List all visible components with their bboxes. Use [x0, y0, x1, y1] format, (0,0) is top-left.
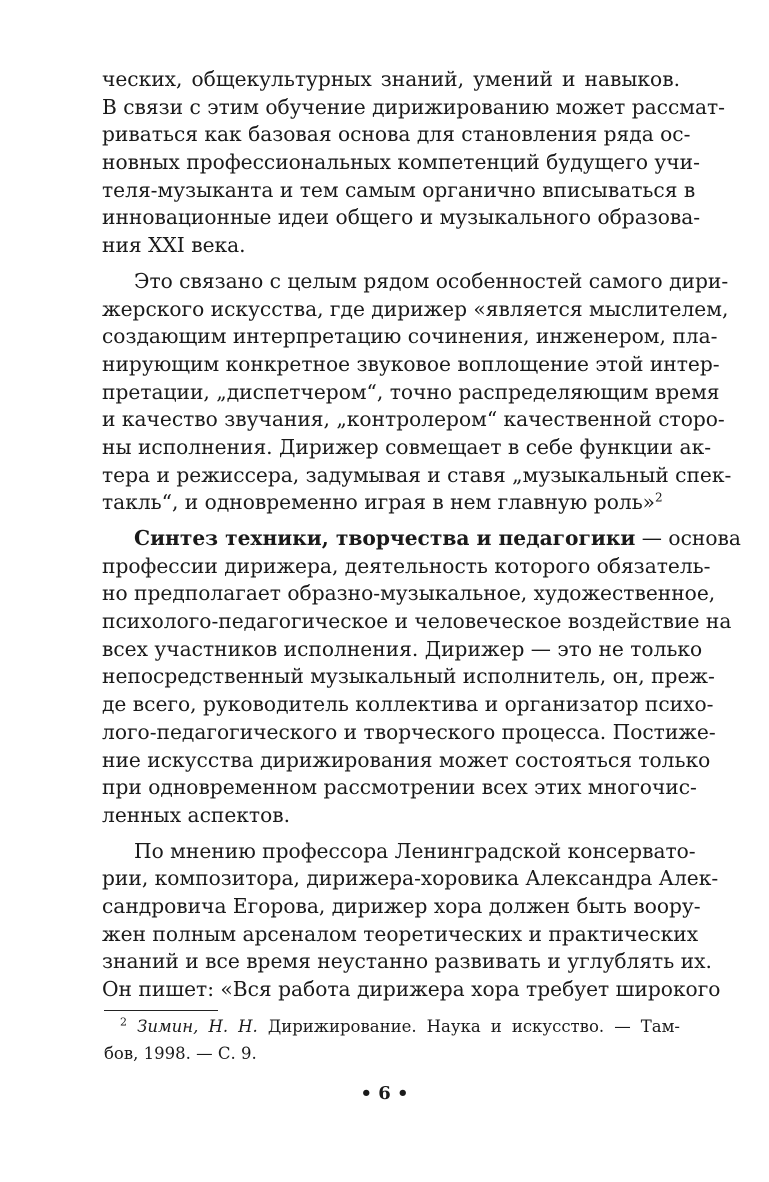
lead-rest: — основа	[635, 526, 741, 550]
text-line: де всего, руководитель коллектива и организатор психо-	[102, 692, 714, 717]
text-line: ческих, общекультурных знаний, умений и навыков.	[102, 67, 680, 91]
page-body	[102, 66, 741, 1004]
footnote-reference[interactable]: 2	[655, 490, 663, 505]
text-line-content: такль“, и одновременно играя в нем главную роль»	[102, 490, 656, 515]
text-line: всех участников исполнения. Дирижер — это не только	[102, 636, 703, 661]
text-line: риваться как базовая основа для становления ряда ос-	[102, 122, 691, 147]
text-line: претации, „диспетчером“, точно распределяющим время	[102, 379, 720, 404]
text-line: жен полным арсеналом теоретических и практических	[102, 921, 699, 946]
footnote-title: Дирижирование. Наука и искусство. — Там-	[257, 1017, 681, 1036]
paragraph	[102, 838, 721, 1004]
page-number: • 6 •	[360, 1083, 409, 1104]
footnote-line	[104, 1013, 680, 1040]
text-line: но предполагает образно-музыкальное, художественное,	[102, 581, 716, 606]
text-line: лого-педагогического и творческого процесса. Постиже-	[102, 719, 716, 744]
text-line: ленных аспектов.	[102, 802, 291, 827]
text-line: рии, композитора, дирижера-хоровика Александра Алек-	[102, 866, 719, 891]
footnote-number: 2	[120, 1015, 127, 1029]
text-line: ния XXI века.	[102, 233, 246, 258]
text-line	[102, 525, 741, 553]
text-line: непосредственный музыкальный исполнитель, он, преж-	[102, 664, 715, 689]
text-line	[102, 489, 680, 517]
text-line: нирующим конкретное звуковое воплощение этой интер-	[102, 351, 720, 376]
text-line: создающим интерпретацию сочинения, инженером, пла-	[102, 324, 718, 349]
footnote	[104, 1013, 680, 1067]
paragraph	[102, 66, 725, 260]
text-line: новных профессиональных компетенций будущего учи-	[102, 150, 700, 175]
bold-lead-phrase: Синтез техники, творчества и педагогики	[134, 526, 636, 550]
text-line: По мнению профессора Ленинградской консервато-	[134, 838, 696, 863]
text-line: В связи с этим обучение дирижированию может рассмат-	[102, 94, 725, 119]
footnote-line: бов, 1998. — С. 9.	[104, 1044, 257, 1063]
text-line: теля-музыканта и тем самым органично вписываться в	[102, 177, 696, 202]
text-line: ны исполнения. Дирижер совмещает в себе функции ак-	[102, 434, 712, 459]
text-line: знаний и все время неустанно развивать и углублять их.	[102, 949, 712, 974]
text-line: инновационные идеи общего и музыкального образова-	[102, 205, 701, 230]
text-line: психолого-педагогическое и человеческое воздействие на	[102, 609, 732, 634]
text-line: при одновременном рассмотрении всех этих многочис-	[102, 775, 697, 800]
text-line: профессии дирижера, деятельность которого обязатель-	[102, 553, 711, 578]
footnote-author: Зимин, Н. Н.	[137, 1017, 258, 1036]
text-line: жерского искусства, где дирижер «является мыслителем,	[102, 296, 729, 321]
text-line: тера и режиссера, задумывая и ставя „музыкальный спек-	[102, 462, 732, 487]
paragraph	[102, 525, 741, 830]
text-line: ние искусства дирижирования может состояться только	[102, 747, 711, 772]
footnote-divider	[104, 1010, 218, 1011]
text-line: и качество звучания, „контролером“ качественной сторо-	[102, 407, 725, 432]
text-line: Это связано с целым рядом особенностей самого дири-	[134, 268, 729, 293]
paragraph	[102, 268, 732, 517]
text-line: сандровича Егорова, дирижер хора должен быть воору-	[102, 893, 701, 918]
text-line: Он пишет: «Вся работа дирижера хора требует широкого	[102, 977, 721, 1001]
